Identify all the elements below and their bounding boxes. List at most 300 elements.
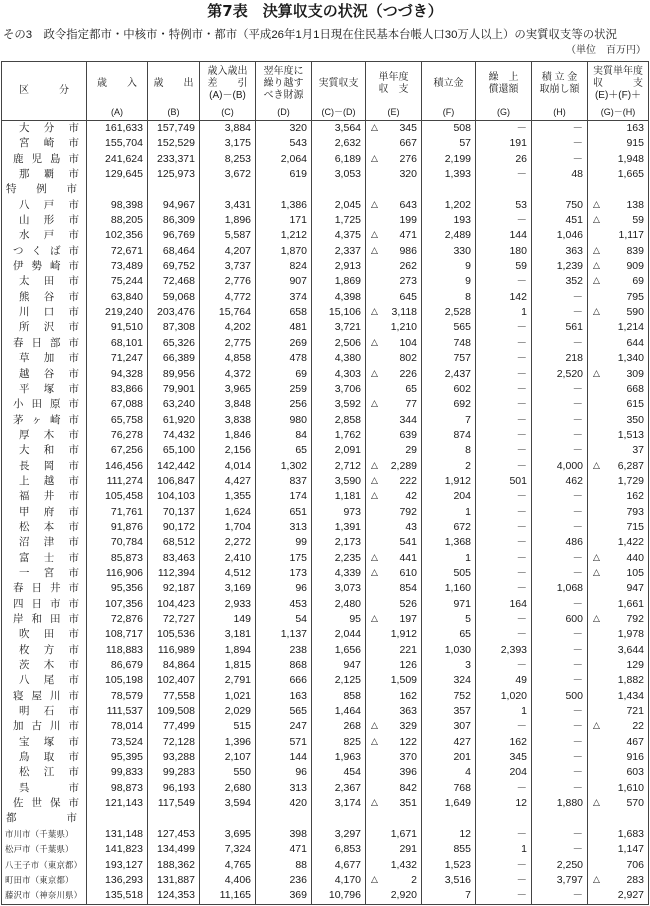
table-row [2, 428, 648, 443]
cell-value: 71,761 [110, 505, 143, 518]
cell-real-single-year-balance [588, 704, 648, 719]
negative-mark: △ [371, 721, 378, 732]
cell-value: 1,181 [334, 490, 361, 503]
cell-reserve-withdrawal [532, 351, 588, 366]
cell-value: 1,523 [444, 858, 471, 871]
cell-value: 453 [289, 597, 307, 610]
cell-value: 11,165 [219, 889, 251, 902]
cell-value: 29 [405, 444, 417, 457]
cell-value: － [572, 781, 583, 794]
cell-value: 54 [295, 613, 307, 625]
cell-reserve [422, 259, 476, 274]
row-name [2, 689, 87, 704]
cell-early-repayment [476, 305, 532, 320]
cell-single-year-balance [366, 689, 422, 704]
name-char: 平 [19, 382, 30, 395]
name-char: 市 [68, 705, 79, 718]
cell-reserve [422, 182, 476, 197]
cell-value: 600 [565, 613, 583, 625]
cell-reserve-withdrawal [532, 627, 588, 642]
cell-value: 357 [453, 705, 471, 718]
cell-single-year-balance [366, 765, 422, 780]
cell-early-repayment [476, 336, 532, 351]
cell-reserve [422, 520, 476, 535]
cell-value: － [516, 781, 527, 794]
section-row [2, 182, 648, 197]
cell-carryover [256, 213, 312, 228]
cell-value: － [572, 827, 583, 840]
cell-carryover [256, 459, 312, 474]
cell-carryover [256, 566, 312, 581]
cell-value: 269 [289, 336, 307, 349]
header-label-line: 差 引 [207, 78, 248, 89]
name-char: 山 [19, 214, 30, 227]
cell-value: 2,173 [334, 536, 361, 549]
cell-value: 162 [399, 689, 417, 702]
cell-revenue [87, 136, 148, 151]
cell-revenue [87, 551, 148, 566]
row-name-text [19, 658, 79, 673]
header-label-line: 繰り越す [263, 78, 304, 89]
name-char: 島 [50, 152, 61, 165]
cell-value: 824 [289, 260, 307, 273]
cell-early-repayment [476, 658, 532, 673]
cell-real-single-year-balance [588, 274, 648, 289]
row-name-text [19, 474, 79, 489]
row-name [2, 704, 87, 719]
cell-value: 90,172 [162, 520, 195, 533]
header-label-line: 歳 出 [153, 78, 194, 89]
cell-reserve [422, 489, 476, 504]
cell-value: 118,883 [105, 643, 143, 656]
cell-value: 793 [626, 505, 644, 518]
cell-value: 144 [289, 751, 307, 764]
cell-balance [200, 474, 256, 489]
cell-value: 157,749 [157, 122, 195, 134]
negative-mark: △ [593, 721, 600, 732]
cell-revenue [87, 719, 148, 734]
name-char: 川 [50, 720, 61, 733]
cell-value: 1,340 [617, 352, 644, 365]
cell-value: 3,174 [334, 797, 361, 810]
cell-real-balance [312, 443, 366, 458]
cell-value: 874 [453, 428, 471, 441]
cell-value: 1 [521, 705, 527, 718]
negative-mark: △ [593, 245, 600, 256]
row-name [2, 274, 87, 289]
cell-value: 1,912 [444, 474, 471, 487]
cell-balance [200, 459, 256, 474]
cell-reserve-withdrawal [532, 459, 588, 474]
cell-value: 313 [289, 520, 307, 533]
cell-expenditure [148, 121, 200, 136]
name-char: 小 [13, 398, 24, 411]
cell-carryover [256, 811, 312, 826]
row-name [2, 765, 87, 780]
cell-value: － [572, 705, 583, 718]
negative-mark: △ [593, 614, 600, 624]
cell-value: 2,250 [556, 858, 583, 871]
cell-real-single-year-balance [588, 520, 648, 535]
cell-value: 146,456 [105, 459, 143, 472]
cell-value: 329 [399, 720, 417, 733]
table-row [2, 566, 648, 581]
cell-carryover [256, 228, 312, 243]
cell-expenditure [148, 796, 200, 811]
cell-early-repayment [476, 489, 532, 504]
name-char: 市 [68, 643, 79, 656]
cell-reserve-withdrawal [532, 320, 588, 335]
name-char: 松 [19, 766, 30, 779]
table-row [2, 382, 648, 397]
cell-real-balance [312, 505, 366, 520]
table-row [2, 735, 648, 750]
cell-value: 116,989 [157, 643, 195, 656]
row-name [2, 213, 87, 228]
cell-single-year-balance [366, 167, 422, 182]
cell-expenditure [148, 320, 200, 335]
name-char: 市 [68, 751, 79, 764]
row-name-text [19, 167, 79, 182]
cell-value: 1,117 [618, 229, 644, 242]
header-label-line: べき財源 [263, 90, 304, 101]
cell-revenue [87, 581, 148, 596]
name-char: ヶ [31, 413, 42, 426]
cell-value: 105,198 [105, 674, 143, 687]
cell-revenue [87, 612, 148, 627]
cell-revenue [87, 597, 148, 612]
name-char: 八 [19, 198, 30, 211]
cell-value: 4,406 [224, 873, 251, 886]
name-char: 田 [43, 275, 55, 288]
name-char: 市 [68, 444, 79, 457]
cell-value: 2,199 [444, 152, 471, 165]
cell-value: 4,427 [224, 474, 251, 487]
cell-value: 37 [632, 444, 644, 457]
cell-expenditure [148, 290, 200, 305]
cell-expenditure [148, 858, 200, 873]
name-char: 塚 [43, 382, 55, 395]
cell-value: 916 [626, 751, 644, 764]
cell-value: 6,853 [334, 843, 361, 856]
cell-early-repayment [476, 842, 532, 857]
cell-reserve-withdrawal [532, 505, 588, 520]
cell-reserve [422, 320, 476, 335]
name-char: 津 [43, 536, 55, 549]
cell-value: － [572, 751, 583, 764]
negative-mark: △ [371, 475, 378, 486]
name-char: 和 [31, 613, 42, 625]
cell-early-repayment [476, 428, 532, 443]
cell-value: 1,396 [224, 735, 251, 748]
cell-single-year-balance [366, 305, 422, 320]
cell-carryover [256, 796, 312, 811]
cell-expenditure [148, 643, 200, 658]
cell-value: 3,431 [224, 198, 251, 211]
cell-balance [200, 735, 256, 750]
cell-reserve [422, 781, 476, 796]
negative-mark: △ [593, 307, 600, 318]
cell-single-year-balance [366, 244, 422, 259]
negative-mark: △ [593, 368, 600, 379]
cell-carryover [256, 443, 312, 458]
cell-carryover [256, 597, 312, 612]
cell-reserve [422, 459, 476, 474]
cell-real-balance [312, 274, 366, 289]
header-label [422, 62, 475, 106]
name-char: 太 [19, 275, 30, 288]
cell-expenditure [148, 765, 200, 780]
row-name [2, 121, 87, 136]
cell-reserve-withdrawal [532, 305, 588, 320]
cell-real-single-year-balance [588, 888, 648, 903]
cell-reserve [422, 505, 476, 520]
cell-real-single-year-balance [588, 397, 648, 412]
cell-value: 1,912 [390, 628, 417, 641]
cell-reserve-withdrawal [532, 796, 588, 811]
cell-value: 471 [289, 843, 307, 856]
header-label [200, 62, 255, 106]
cell-expenditure [148, 719, 200, 734]
cell-real-balance [312, 136, 366, 151]
cell-value: 6,287 [617, 459, 644, 472]
cell-value: 121,143 [105, 797, 143, 810]
name-char: 保 [50, 797, 61, 810]
cell-carryover [256, 320, 312, 335]
cell-value: 162 [626, 490, 644, 503]
cell-early-repayment [476, 765, 532, 780]
row-name-text [13, 689, 79, 704]
table-row [2, 320, 648, 335]
name-char: 戸 [43, 229, 55, 242]
cell-carryover [256, 765, 312, 780]
cell-real-single-year-balance [588, 489, 648, 504]
cell-value: 92,187 [162, 582, 195, 595]
cell-value: 9 [465, 260, 471, 273]
name-char: 勢 [31, 260, 42, 273]
section-label [2, 811, 87, 826]
table-row [2, 228, 648, 243]
cell-real-balance [312, 827, 366, 842]
cell-early-repayment [476, 888, 532, 903]
header-label [87, 62, 147, 106]
cell-carryover [256, 581, 312, 596]
row-name-text [19, 704, 79, 719]
cell-revenue [87, 811, 148, 826]
header-reserve-withdrawal [532, 62, 588, 120]
cell-value: － [516, 889, 527, 902]
table-row [2, 643, 648, 658]
cell-value: 515 [233, 720, 251, 733]
cell-early-repayment [476, 397, 532, 412]
cell-real-single-year-balance [588, 305, 648, 320]
row-name-text: 町田市（東京都） [5, 874, 74, 885]
cell-value: 65,100 [162, 444, 195, 457]
cell-value: 909 [626, 260, 644, 273]
cell-real-balance [312, 489, 366, 504]
cell-balance [200, 198, 256, 213]
name-char: 市 [68, 275, 79, 288]
cell-real-balance [312, 244, 366, 259]
cell-single-year-balance [366, 397, 422, 412]
cell-real-single-year-balance [588, 719, 648, 734]
table-row [2, 796, 648, 811]
header-label-line: 実質収支 [318, 78, 359, 89]
row-name-text [19, 351, 79, 366]
cell-real-balance [312, 719, 366, 734]
cell-real-balance [312, 320, 366, 335]
cell-value: － [516, 720, 527, 733]
row-name-text [19, 459, 79, 474]
negative-mark: △ [371, 199, 378, 210]
cell-value: 1,202 [444, 198, 471, 211]
cell-reserve [422, 581, 476, 596]
row-name [2, 152, 87, 167]
cell-value: 3,053 [334, 168, 361, 181]
cell-value: 1,355 [224, 490, 251, 503]
cell-value: － [572, 628, 583, 641]
cell-balance [200, 367, 256, 382]
cell-value: 1,762 [334, 428, 361, 441]
cell-reserve-withdrawal [532, 781, 588, 796]
cell-revenue [87, 735, 148, 750]
cell-value: 63,240 [162, 398, 195, 411]
cell-carryover [256, 735, 312, 750]
cell-value: 283 [626, 873, 644, 886]
row-name [2, 873, 87, 888]
cell-carryover [256, 842, 312, 857]
cell-single-year-balance [366, 566, 422, 581]
cell-value: 173 [289, 566, 307, 579]
table-row [2, 612, 648, 627]
cell-early-repayment [476, 873, 532, 888]
cell-value: 907 [289, 275, 307, 288]
cell-early-repayment [476, 259, 532, 274]
cell-value: 1,649 [444, 797, 471, 810]
cell-value: － [516, 628, 527, 641]
cell-value: 603 [626, 766, 644, 779]
cell-expenditure [148, 597, 200, 612]
name-char: 市 [68, 613, 79, 625]
cell-early-repayment [476, 673, 532, 688]
row-name [2, 290, 87, 305]
cell-real-balance [312, 167, 366, 182]
cell-value: 124,353 [157, 889, 195, 902]
cell-value: 164 [509, 597, 527, 610]
cell-value: 7,324 [224, 843, 251, 856]
cell-real-balance [312, 228, 366, 243]
cell-carryover [256, 290, 312, 305]
row-name-text [19, 290, 79, 305]
header-label-line: 積立金 [433, 78, 464, 89]
name-char: 市 [68, 122, 79, 134]
row-name-text [19, 121, 79, 136]
cell-carryover [256, 643, 312, 658]
cell-value: 3,181 [224, 628, 251, 641]
cell-value: 309 [626, 367, 644, 380]
cell-value: 715 [626, 520, 644, 533]
cell-value: 204 [453, 490, 471, 503]
cell-value: 1,880 [556, 797, 583, 810]
cell-carryover [256, 274, 312, 289]
header-single-year-balance [366, 62, 422, 120]
cell-value: 73,489 [110, 260, 143, 273]
cell-single-year-balance [366, 443, 422, 458]
cell-expenditure [148, 259, 200, 274]
cell-single-year-balance [366, 858, 422, 873]
cell-carryover [256, 673, 312, 688]
cell-value: 2,775 [224, 336, 251, 349]
cell-revenue [87, 459, 148, 474]
header-code: (D) [277, 107, 290, 117]
row-name [2, 198, 87, 213]
cell-single-year-balance [366, 612, 422, 627]
row-name [2, 827, 87, 842]
cell-value: － [516, 520, 527, 533]
table-row [2, 443, 648, 458]
table-row [2, 505, 648, 520]
cell-single-year-balance [366, 213, 422, 228]
cell-value: － [516, 352, 527, 365]
name-char: 鳥 [19, 751, 30, 764]
cell-early-repayment [476, 811, 532, 826]
row-name-text [13, 397, 79, 412]
cell-balance [200, 136, 256, 151]
cell-real-balance [312, 459, 366, 474]
cell-value: 116,906 [105, 566, 143, 579]
cell-reserve [422, 811, 476, 826]
cell-value: － [572, 382, 583, 395]
cell-balance [200, 612, 256, 627]
cell-balance [200, 535, 256, 550]
cell-value: － [516, 168, 527, 181]
cell-value: 77 [405, 398, 417, 411]
cell-value: 1 [521, 843, 527, 856]
cell-value: 721 [626, 705, 644, 718]
cell-value: 188,362 [157, 858, 195, 871]
table-row [2, 305, 648, 320]
row-name [2, 566, 87, 581]
cell-value: － [572, 843, 583, 856]
cell-value: 193 [453, 214, 471, 227]
cell-balance [200, 597, 256, 612]
cell-real-balance [312, 551, 366, 566]
cell-reserve [422, 719, 476, 734]
name-char: 市 [68, 198, 79, 211]
cell-reserve-withdrawal [532, 597, 588, 612]
cell-carryover [256, 351, 312, 366]
cell-reserve [422, 382, 476, 397]
cell-revenue [87, 244, 148, 259]
cell-value: 1,610 [617, 781, 644, 794]
cell-value: 610 [399, 566, 417, 579]
cell-revenue [87, 474, 148, 489]
cell-reserve [422, 136, 476, 151]
row-name-text [13, 612, 79, 627]
cell-reserve [422, 612, 476, 627]
cell-value: 175 [289, 551, 307, 564]
cell-expenditure [148, 827, 200, 842]
cell-expenditure [148, 152, 200, 167]
cell-reserve [422, 689, 476, 704]
header-expenditure [148, 62, 200, 120]
name-char: 例 [36, 183, 47, 196]
cell-value: 102,407 [157, 674, 195, 687]
name-char: 市 [66, 812, 77, 825]
row-name [2, 474, 87, 489]
cell-carryover [256, 858, 312, 873]
cell-reserve-withdrawal [532, 413, 588, 428]
